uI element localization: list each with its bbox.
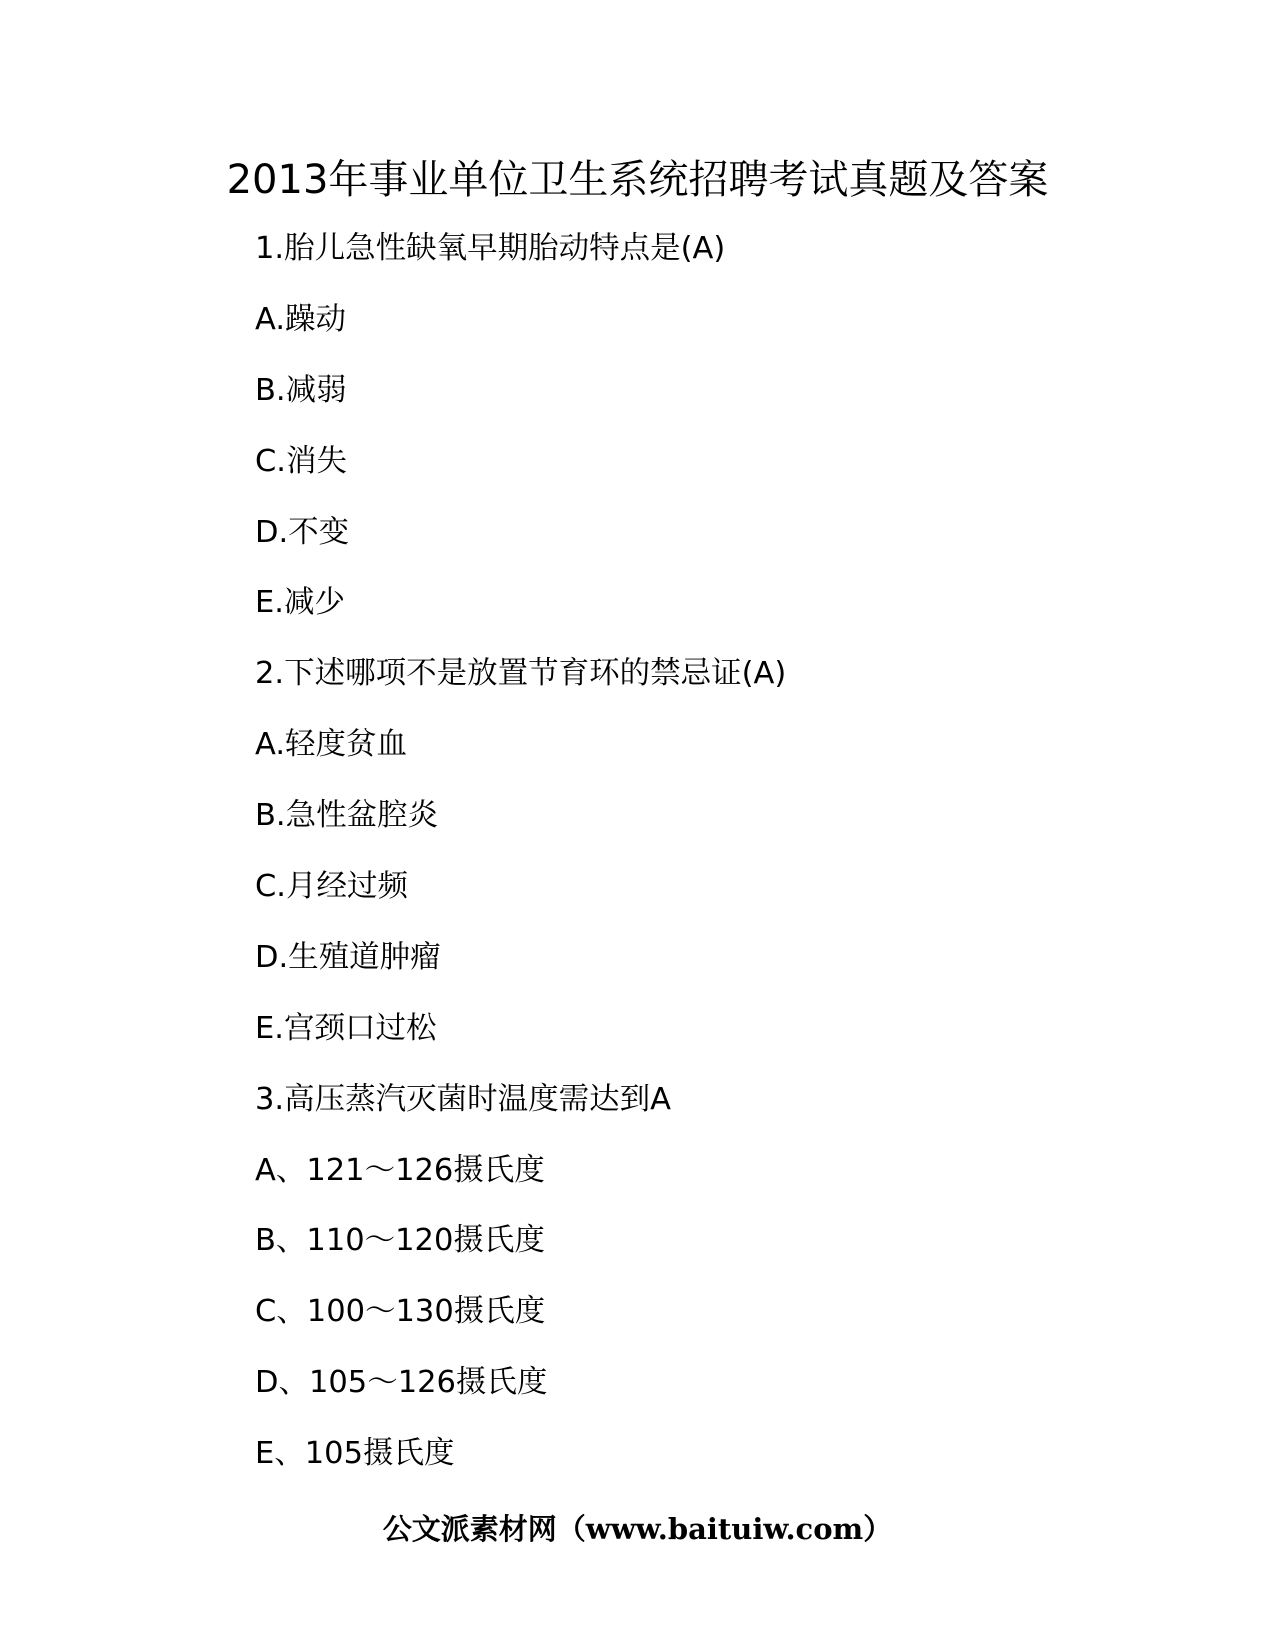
question-stem: 1.胎儿急性缺氧早期胎动特点是(A): [255, 231, 726, 266]
question-option: C.月经过频: [255, 869, 408, 905]
question-option: B.急性盆腔炎: [255, 798, 439, 834]
question-option: A.轻度贫血: [255, 727, 408, 763]
document-title: 2013年事业单位卫生系统招聘考试真题及答案: [226, 157, 1049, 203]
question-option: A、121～126摄氏度: [255, 1152, 545, 1188]
question-option: B.减弱: [255, 372, 347, 408]
question-option: D.不变: [255, 514, 350, 550]
document-footer: 公文派素材网（www.baituiw.com）: [382, 1512, 893, 1546]
question-option: E、105摄氏度: [255, 1436, 455, 1472]
question-option: C.消失: [255, 443, 347, 479]
question-stem: 3.高压蒸汽灭菌时温度需达到A: [255, 1081, 671, 1117]
question-option: E.宫颈口过松: [255, 1010, 437, 1046]
question-option: E.减少: [255, 585, 345, 621]
question-list: [255, 228, 786, 1504]
question-option: D、105～126摄氏度: [255, 1365, 548, 1401]
question-option: D.生殖道肿瘤: [255, 939, 441, 975]
question-option: B、110～120摄氏度: [255, 1223, 545, 1259]
question-option: A.躁动: [255, 301, 347, 337]
question-stem: 2.下述哪项不是放置节育环的禁忌证(A): [255, 656, 787, 692]
question-option: C、100～130摄氏度: [255, 1294, 546, 1330]
